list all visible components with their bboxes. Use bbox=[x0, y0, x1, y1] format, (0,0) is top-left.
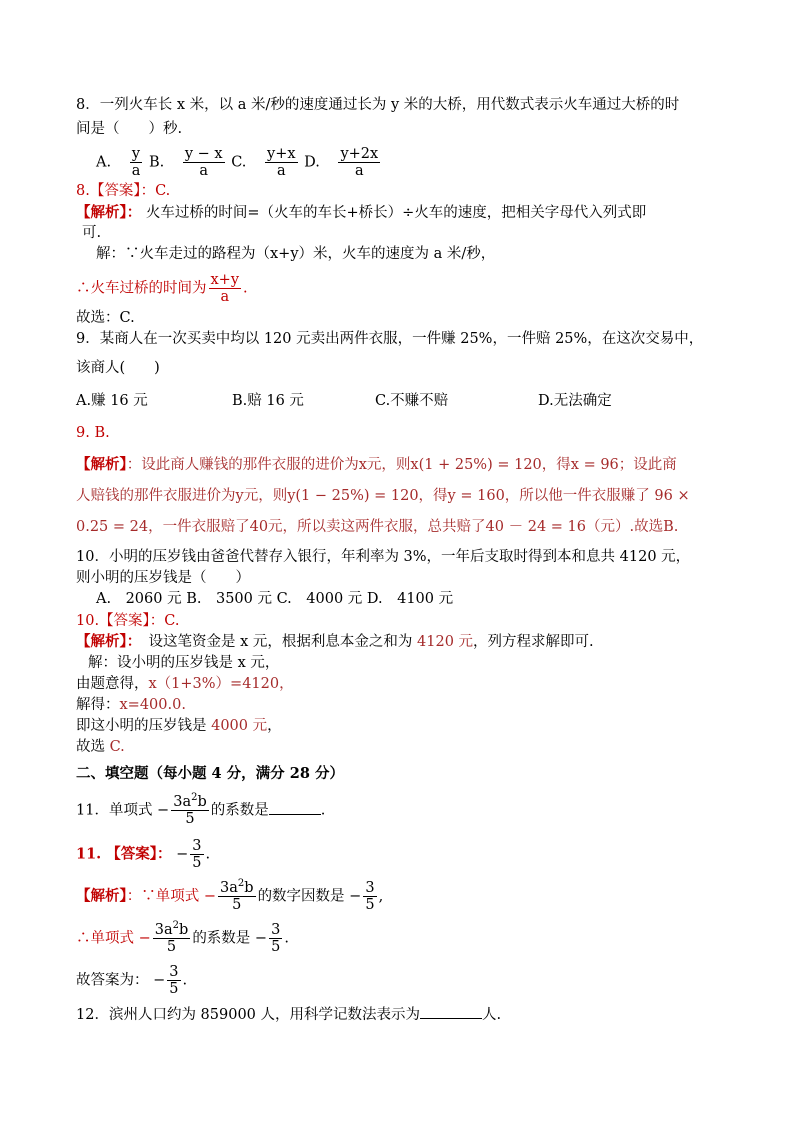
q9-analysis-line1: 【解析】：设此商人赚钱的那件衣服的进价为x元，则x(1 + 25%) = 120，得x = 96；设此商 bbox=[76, 456, 677, 473]
q8-solution-fraction: $\frac{x+y}{a}$ bbox=[210, 272, 240, 305]
q8-option-a-numerator: y bbox=[130, 146, 143, 163]
q10-stem-line1: 10．小明的压岁钱由爸爸代替存入银行，年利率为 3%，一年后支取时得到本和息共 4120 元， bbox=[76, 549, 691, 565]
q8-solution-line2: ∴火车过桥的时间为 $\frac{x+y}{a}$ . bbox=[76, 272, 248, 305]
q8-stem-line1: 8．一列火车长 x 米，以 a 米/秒的速度通过长为 y 米的大桥，用代数式表示火车通过大桥的时 bbox=[76, 97, 680, 113]
q8-options bbox=[96, 146, 382, 179]
q11-answer-fraction: $\frac{3}{5}$ bbox=[192, 838, 202, 871]
q10-analysis: 【解析】： 设这笔资金是 x 元，根据利息本金之和为 4120 元，列方程求解即可. bbox=[76, 633, 594, 650]
q8-solution-line1: 解：∵火车走过的路程为（x+y）米，火车的速度为 a 米/秒， bbox=[96, 246, 496, 262]
q12-stem: 12．滨州人口约为 859000 人，用科学记数法表示为 人. bbox=[76, 1004, 501, 1024]
q10-solution-line4: 即这小明的压岁钱是 4000 元， bbox=[76, 718, 282, 734]
q8-option-d: D. $\frac{y+2x}{a}$ bbox=[304, 146, 379, 179]
q11-analysis-line2: ∴单项式 − $\frac{3a^2b}{5}$ 的系数是 − $\frac{3}{5}$ . bbox=[76, 920, 289, 955]
q11-final-answer: 故答案为： − $\frac{3}{5}$ . bbox=[76, 964, 188, 997]
q8-option-a-denominator: a bbox=[131, 163, 141, 179]
q9-stem-line2: 该商人( ) bbox=[76, 360, 160, 376]
q8-stem-line2: 间是（ ）秒. bbox=[76, 121, 183, 137]
q8-option-b-numerator: y − x bbox=[184, 146, 223, 162]
q11-analysis-line1: 【解析】：∵单项式 − $\frac{3a^2b}{5}$ 的数字因数是 − $\frac{3}{5}$ , bbox=[76, 878, 384, 913]
q10-choose: 故选 C. bbox=[76, 739, 125, 755]
q10-stem-line2: 则小明的压岁钱是（ ） bbox=[76, 570, 250, 586]
q11-stem: 11．单项式 − $\frac{3a^2b}{5}$ 的系数是 . bbox=[76, 792, 326, 827]
q8-option-c: C. $\frac{y+x}{a}$ bbox=[231, 146, 296, 179]
q8-option-d-numerator: y+2x bbox=[340, 146, 379, 162]
q8-option-c-denominator: a bbox=[276, 163, 286, 179]
q8-option-a: A. $\frac{y}{a}$ bbox=[96, 146, 141, 179]
q9-answer: 9. B. bbox=[76, 425, 110, 441]
q10-answer: 10.【答案】：C. bbox=[76, 613, 180, 629]
q9-analysis-line2: 人赔钱的那件衣服进价为y元，则y(1 − 25%) = 120，得y = 160，所以他一件衣服赚了 96 × bbox=[76, 488, 690, 504]
q9-option-d: D.无法确定 bbox=[538, 393, 612, 409]
q8-answer: 8.【答案】：C. bbox=[76, 183, 171, 199]
q9-option-a: A.赚 16 元 bbox=[76, 393, 148, 409]
q8-option-b: B. $\frac{y - x}{a}$ bbox=[148, 146, 223, 179]
q10-solution-line1: 解：设小明的压岁钱是 x 元， bbox=[88, 655, 280, 671]
q8-choose: 故选：C. bbox=[76, 310, 135, 326]
section2-title: 二、填空题（每小题 4 分，满分 28 分） bbox=[76, 765, 344, 782]
q9-analysis-line3: 0.25 = 24，一件衣服赔了40元，所以卖这两件衣服，总共赔了40 － 24 = 16（元）.故选B. bbox=[76, 519, 679, 535]
q9-stem-line1: 9．某商人在一次买卖中均以 120 元卖出两件衣服，一件赚 25%，一件赔 25%，在这次交易中， bbox=[76, 331, 704, 347]
q8-analysis-line2: 可. bbox=[82, 225, 102, 241]
q11-answer: 11. 【答案】： − $\frac{3}{5}$ . bbox=[76, 838, 211, 871]
q11-stem-fraction: $\frac{3a^2b}{5}$ bbox=[173, 792, 207, 827]
q10-solution-line3: 解得：x=400.0. bbox=[76, 697, 186, 713]
q10-options: A. 2060 元 B. 3500 元 C. 4000 元 D. 4100 元 bbox=[96, 591, 454, 607]
q8-option-c-numerator: y+x bbox=[267, 146, 296, 162]
q8-option-b-denominator: a bbox=[199, 163, 209, 179]
q9-option-b: B.赔 16 元 bbox=[232, 393, 304, 409]
q10-solution-line2: 由题意得，x（1+3%）=4120， bbox=[76, 676, 294, 692]
q8-option-d-denominator: a bbox=[355, 163, 364, 179]
q11-answer-blank bbox=[269, 800, 321, 815]
q8-analysis: 【解析】： 火车过桥的时间=（火车的车长+桥长）÷火车的速度，把相关字母代入列式即 bbox=[76, 204, 647, 221]
q9-options bbox=[76, 392, 612, 410]
q9-option-c: C.不赚不赔 bbox=[375, 393, 449, 409]
q12-answer-blank bbox=[420, 1004, 482, 1019]
